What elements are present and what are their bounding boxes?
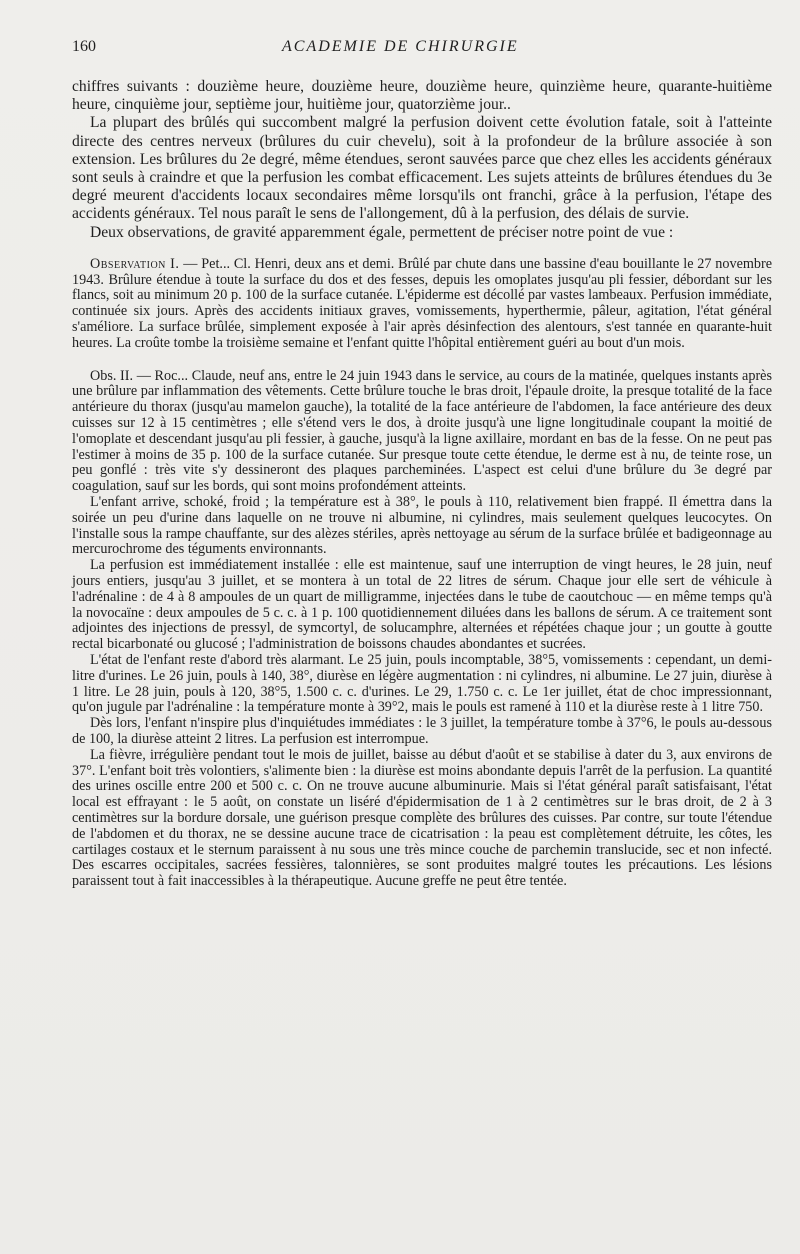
page-header bbox=[72, 38, 772, 64]
observation-1 bbox=[72, 257, 772, 352]
intro-section bbox=[72, 78, 772, 242]
observation-1-text: — Pet... Cl. Henri, deux ans et demi. Brûlé par chute dans une bassine d'eau bouillante le 27 novembre 1943. Brûlure étendue à toute la surface du dos et des fesses, depuis les omoplates jusqu'au pli fessier, débordant sur les flancs, soit au minimum 20 p. 100 de la surface cutanée. L'épiderme est décollé par vastes lambeaux. Perfusion immédiate, continuée six jours. Après des accidents initiaux graves, vomissements, hyperthermie, pâleur, agitation, l'état général s'améliore. La surface brûlée, simplement exposée à l'air après désinfection des alentours, s'est tannée en quarante-huit heures. La croûte tombe la troisième semaine et l'enfant quitte l'hôpital entièrement guéri au bout d'un mois. bbox=[72, 255, 773, 351]
observation-2-paragraph-4: L'état de l'enfant reste d'abord très alarmant. Le 25 juin, pouls incomptable, 38°5, vomissements : cependant, un demi-litre d'urines. Le 26 juin, pouls à 140, 38°, diurèse en légère augmentation : ni cylindres, ni albumine. Le 27 juin, diurèse à 1 litre. Le 28 juin, pouls à 120, 38°5, 1.500 c. c. d'urines. Le 29, 1.750 c. c. Le 1er juillet, état de choc impressionnant, qu'on jugule par l'adrénaline : la température monte à 39°2, mais le pouls est ramené à 110 et la diurèse reste à 1 litre 750. bbox=[72, 651, 772, 716]
observation-2-paragraph-5: Dès lors, l'enfant n'inspire plus d'inquiétudes immédiates : le 3 juillet, la température tombe à 37°6, le pouls au-dessous de 100, la diurèse atteint 2 litres. La perfusion est interrompue. bbox=[72, 715, 772, 747]
observation-2-paragraph-1: — Roc... Claude, neuf ans, entre le 24 juin 1943 dans le service, au cours de la matinée, quelques instants après une brûlure par inflammation des vêtements. Cette brûlure touche le bras droit, l'épaule droite, la presque totalité de la face antérieure du thorax (jusqu'au mamelon gauche), la totalité de la face antérieure de l'abdomen, la face antérieure des deux cuisses sur 12 à 15 centimètres ; elle s'étend vers le dos, à droite jusqu'à une ligne longitudinale coupant la moitié de l'omoplate et descendant jusqu'au pli fessier, à gauche, jusqu'à la ligne axillaire, mordant en bas de la fesse. On ne peut pas l'estimer à moins de 35 p. 100 de la surface cutanée. Sur presque toute cette étendue, le derme est à nu, de teinte rose, un peu gonflé : très vite s'y dessineront des plaques parcheminées. L'aspect est celui d'une brûlure du 3e degré par coagulation, sauf sur les bords, qui sont moins profondément atteints. bbox=[72, 367, 772, 495]
observation-2-paragraph-2: L'enfant arrive, schoké, froid ; la température est à 38°, le pouls à 110, relativement bien frappé. Il émettra dans la soirée un peu d'urine dans laquelle on ne trouve ni albumine, ni cylindres, mais seulement quelques leucocytes. On l'installe sous la rampe chauffante, sur des alèzes stériles, après nettoyage au sérum de la surface brûlée et badigeonnage au mercurochrome des téguments environnants. bbox=[72, 493, 772, 558]
observation-2-paragraph-3: La perfusion est immédiatement installée : elle est maintenue, sauf une interruption de vingt heures, le 28 juin, neuf jours entiers, jusqu'au 3 juillet, et se montera à un total de 22 litres de sérum. Chaque jour elle sert de véhicule à l'adrénaline : de 4 à 8 ampoules de un quart de milligramme, injectées dans le tube de caoutchouc — en même temps qu'à la novocaïne : deux ampoules de 5 c. c. à 1 p. 100 quotidiennement diluées dans les ballons de sérum. A ce traitement sont adjointes des injections de pressyl, de symcortyl, de solucamphre, alternées et répétées chaque jour ; un goutte à goutte rectal bicarbonaté ou glucosé ; l'administration de boissons chaudes abondantes et sucrées. bbox=[72, 557, 772, 653]
intro-paragraph-1: chiffres suivants : douzième heure, douzième heure, douzième heure, quinzième heure, quarante-huitième heure, cinquième jour, septième jour, huitième jour, quatorzième jour.. bbox=[72, 78, 772, 114]
intro-paragraph-2: La plupart des brûlés qui succombent malgré la perfusion doivent cette évolution fatale, soit à l'atteinte directe des centres nerveux (brûlures du cuir chevelu), soit à la profondeur de la brûlure associée à son extension. Les brûlures du 2e degré, même étendues, seront sauvées parce que chez elles les accidents généraux sont seuls à craindre et que la perfusion les combat efficacement. Les sujets atteints de brûlures étendues du 3e degré meurent d'accidents locaux secondaires même lorsqu'ils ont franchi, grâce à la perfusion, l'étape des accidents généraux. Tel nous paraît le sens de l'allongement, dû à la perfusion, des délais de survie. bbox=[72, 114, 772, 223]
observation-2 bbox=[72, 369, 772, 890]
observation-2-heading: Obs. II. bbox=[90, 367, 134, 384]
observation-1-heading: Observation I. bbox=[90, 255, 180, 272]
page-number: 160 bbox=[72, 38, 96, 55]
intro-paragraph-3: Deux observations, de gravité apparemment égale, permettent de préciser notre point de vue : bbox=[90, 223, 674, 241]
running-title: ACADEMIE DE CHIRURGIE bbox=[282, 38, 519, 55]
observation-2-paragraph-6: La fièvre, irrégulière pendant tout le mois de juillet, baisse au début d'août et se stabilise à dater du 3, aux environs de 37°. L'enfant boit très volontiers, s'alimente bien : la diurèse est moins abondante depuis l'arrêt de la perfusion. La quantité des urines oscille entre 200 et 500 c. c. On ne trouve aucune albuminurie. Mais si l'état général paraît satisfaisant, l'état local est effrayant : le 5 août, on constate un liséré d'épidermisation de 1 à 2 centimètres sur le bras droit, de 2 à 3 centimètres sur la bordure dorsale, une guérison presque complète des brûlures des cuisses. Par contre, sur toute l'étendue de l'abdomen et du thorax, ne se dessine aucune trace de cicatrisation : la peau est complètement détruite, les côtes, les cartilages costaux et le sternum paraissent à nu sous une très mince couche de parchemin translucide, sec et non infecté. Des escarres occipitales, sacrées fessières, talonnières, se sont produites malgré toutes les précautions. Les lésions paraissent tout à fait inaccessibles à la thérapeutique. Aucune greffe ne peut être tentée. bbox=[72, 746, 772, 890]
